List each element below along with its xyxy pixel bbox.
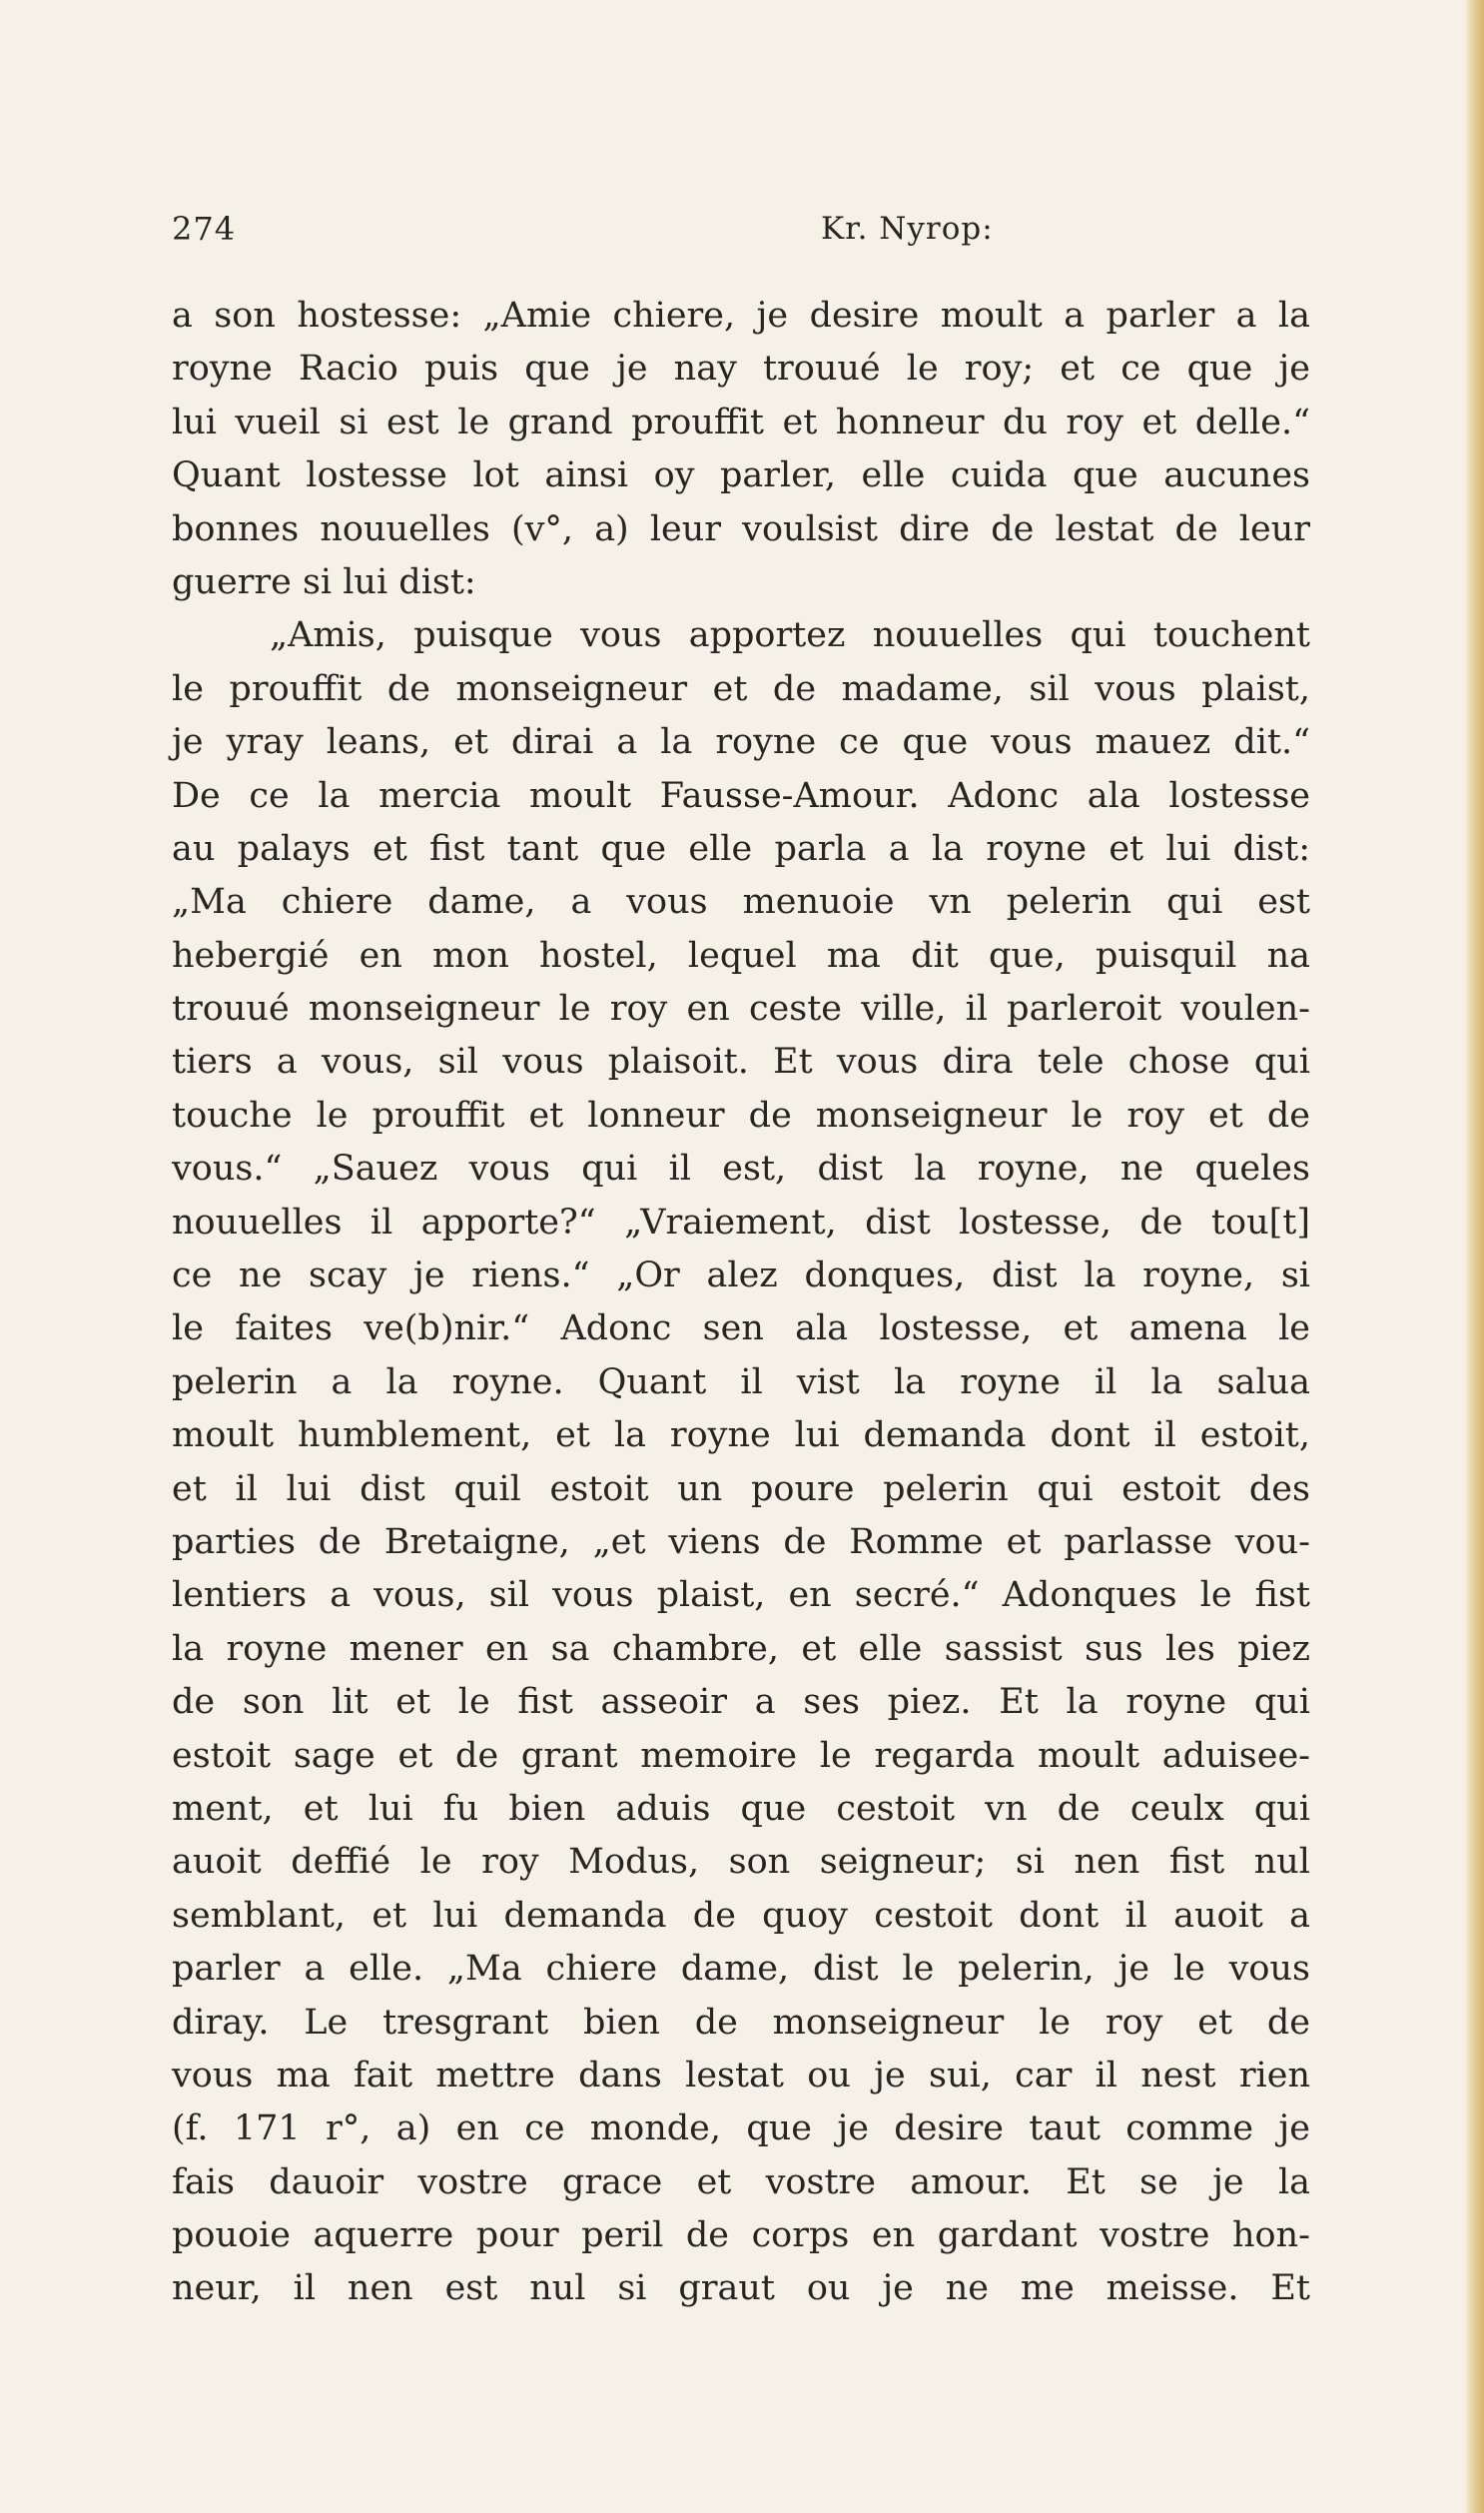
page-edge — [1466, 0, 1484, 2513]
page-header — [172, 204, 1310, 254]
text-line: semblant, et lui demanda de quoy cestoit dont il auoit a — [172, 1895, 1310, 1936]
text-line: parties de Bretaigne, „et viens de Romme et parlasse vou- — [172, 1521, 1310, 1562]
text-line: ce ne scay je riens.“ „Or alez donques, dist la royne, si — [172, 1256, 1310, 1296]
text-line: „Amis, puisque vous apportez nouuelles qui touchent — [270, 615, 1310, 656]
text-line: pouoie aquerre pour peril de corps en gardant vostre hon- — [172, 2215, 1310, 2256]
text-line: de son lit et le fist asseoir a ses piez. Et la royne qui — [172, 1682, 1310, 1723]
text-line: estoit sage et de grant memoire le regarda moult aduisee- — [172, 1735, 1310, 1776]
text-line: „Ma chiere dame, a vous menuoie vn pelerin qui est — [172, 882, 1310, 923]
text-line: nouuelles il apporte?“ „Vraiement, dist lostesse, de tou[t] — [172, 1202, 1310, 1243]
text-line: lentiers a vous, sil vous plaist, en secré.“ Adonques le fist — [172, 1575, 1310, 1616]
text-line: au palays et fist tant que elle parla a la royne et lui dist: — [172, 828, 1310, 869]
body-text — [172, 290, 1310, 2316]
text-line: ment, et lui fu bien aduis que cestoit vn de ceulx qui — [172, 1788, 1310, 1829]
text-line: le prouffit de monseigneur et de madame, sil vous plaist, — [172, 668, 1310, 709]
running-head: Kr. Nyrop: — [821, 211, 994, 247]
text-line: a son hostesse: „Amie chiere, je desire moult a parler a la — [172, 296, 1310, 336]
text-line: lui vueil si est le grand prouffit et honneur du roy et delle.“ — [172, 402, 1310, 442]
page-number: 274 — [172, 210, 237, 248]
text-line: guerre si lui dist: — [172, 561, 476, 602]
text-line: Quant lostesse lot ainsi oy parler, elle cuida que aucunes — [172, 455, 1310, 496]
text-line: je yray leans, et dirai a la royne ce que vous mauez dit.“ — [172, 722, 1310, 763]
text-line: trouué monseigneur le roy en ceste ville, il parleroit voulen- — [172, 989, 1310, 1030]
text-line: parler a elle. „Ma chiere dame, dist le pelerin, je le vous — [172, 1949, 1310, 1990]
text-line: vous.“ „Sauez vous qui il est, dist la royne, ne queles — [172, 1149, 1310, 1190]
text-line: auoit deffié le roy Modus, son seigneur; si nen fist nul — [172, 1842, 1310, 1883]
text-line: et il lui dist quil estoit un poure pelerin qui estoit des — [172, 1468, 1310, 1509]
text-line: De ce la mercia moult Fausse-Amour. Adonc ala lostesse — [172, 775, 1310, 816]
text-line: fais dauoir vostre grace et vostre amour. Et se je la — [172, 2161, 1310, 2202]
text-line: bonnes nouuelles (v°, a) leur voulsist dire de lestat de leur — [172, 508, 1310, 549]
text-line: la royne mener en sa chambre, et elle sassist sus les piez — [172, 1628, 1310, 1669]
text-line: touche le prouffit et lonneur de monseigneur le roy et de — [172, 1095, 1310, 1136]
text-line: vous ma fait mettre dans lestat ou je sui, car il nest rien — [172, 2055, 1310, 2095]
text-line: pelerin a la royne. Quant il vist la royne il la salua — [172, 1361, 1310, 1402]
text-line: (f. 171 r°, a) en ce monde, que je desire taut comme je — [172, 2108, 1310, 2149]
text-line: diray. Le tresgrant bien de monseigneur le roy et de — [172, 2002, 1310, 2043]
text-line: hebergié en mon hostel, lequel ma dit que, puisquil na — [172, 935, 1310, 976]
text-line: neur, il nen est nul si graut ou je ne me meisse. Et — [172, 2268, 1310, 2309]
text-line: royne Racio puis que je nay trouué le roy; et ce que je — [172, 349, 1310, 390]
text-line: tiers a vous, sil vous plaisoit. Et vous dira tele chose qui — [172, 1042, 1310, 1083]
text-line: moult humblement, et la royne lui demanda dont il estoit, — [172, 1415, 1310, 1456]
text-line: le faites ve(b)nir.“ Adonc sen ala lostesse, et amena le — [172, 1308, 1310, 1349]
